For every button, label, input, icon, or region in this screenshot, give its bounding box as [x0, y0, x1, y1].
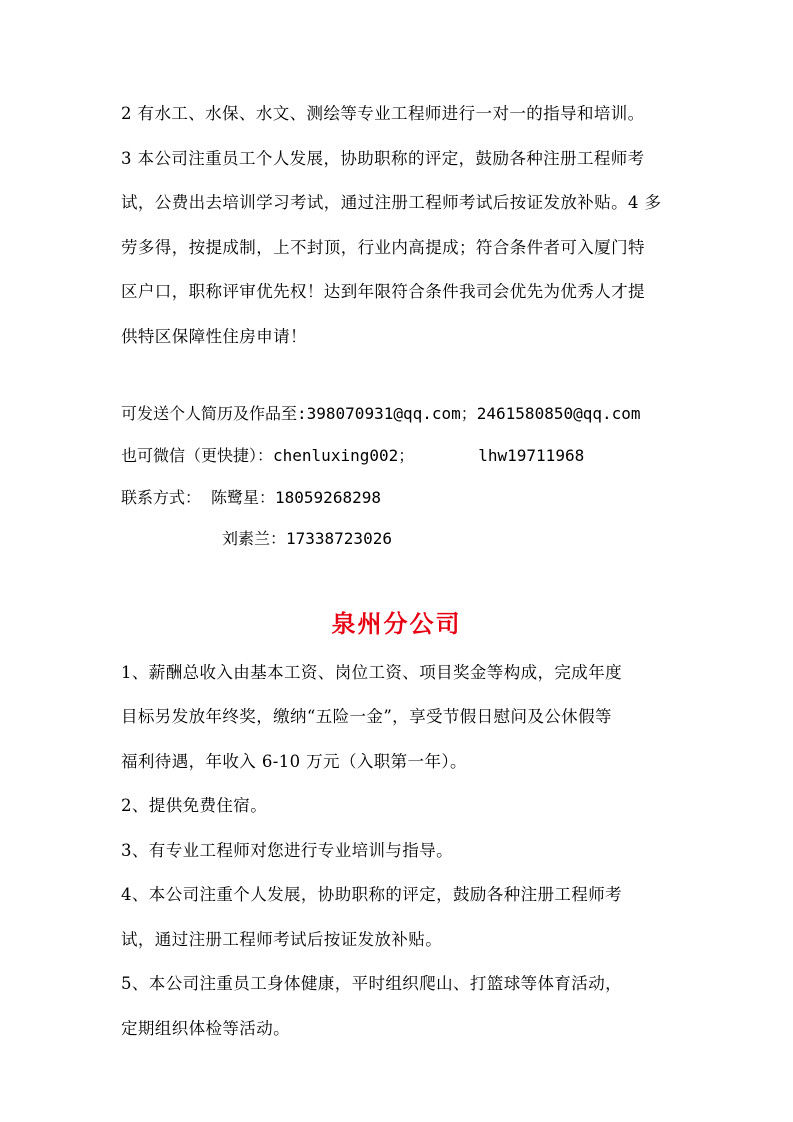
wechat-id-1: chenluxing002；	[273, 446, 415, 465]
contact-label: 联系方式：	[121, 488, 202, 507]
branch-line-7: 试，通过注册工程师考试后按证发放补贴。	[121, 930, 443, 949]
branch-title: 泉州分公司	[331, 610, 462, 638]
branch-line-1: 1、薪酬总收入由基本工资、岗位工资、项目奖金等构成，完成年度	[121, 663, 622, 682]
branch-line-3: 福利待遇，年收入 6-10 万元（入职第一年）。	[121, 752, 467, 771]
intro-line-4: 劳多得，按提成制，上不封顶，行业内高提成；符合条件者可入厦门特	[121, 238, 645, 257]
intro-line-3: 试，公费出去培训学习考试，通过注册工程师考试后按证发放补贴。4 多	[121, 193, 662, 212]
intro-line-5: 区户口，职称评审优先权！达到年限符合条件我司会优先为优秀人才提	[121, 282, 645, 301]
contact-person-2: 刘素兰：17338723026	[222, 529, 392, 548]
intro-line-2: 3 本公司注重员工个人发展，协助职称的评定，鼓励各种注册工程师考	[121, 149, 645, 168]
email-addresses: 398070931@qq.com；2461580850@qq.com	[306, 404, 641, 423]
resume-email-line	[121, 404, 641, 424]
branch-line-9: 定期组织体检等活动。	[121, 1019, 290, 1038]
branch-line-4: 2、提供免费住宿。	[121, 796, 268, 815]
contact-person-1: 陈鹭星：18059268298	[211, 488, 381, 507]
resume-label: 可发送个人简历及作品至:	[121, 404, 307, 423]
wechat-label: 也可微信（更快捷）：	[121, 446, 274, 465]
contact-person-2-line	[222, 529, 392, 549]
branch-line-2: 目标另发放年终奖，缴纳“五险一金”，享受节假日慰问及公休假等	[121, 707, 612, 726]
intro-line-1: 2 有水工、水保、水文、测绘等专业工程师进行一对一的指导和培训。	[121, 104, 645, 123]
intro-line-6: 供特区保障性住房申请！	[121, 327, 307, 346]
branch-line-5: 3、有专业工程师对您进行专业培训与指导。	[121, 841, 453, 860]
branch-line-8: 5、本公司注重员工身体健康，平时组织爬山、打篮球等体育活动，	[121, 974, 622, 993]
contact-person-1-line	[121, 488, 381, 508]
wechat-line	[121, 446, 584, 466]
wechat-id-2: lhw19711968	[478, 446, 585, 465]
branch-line-6: 4、本公司注重个人发展，协助职称的评定，鼓励各种注册工程师考	[121, 885, 622, 904]
